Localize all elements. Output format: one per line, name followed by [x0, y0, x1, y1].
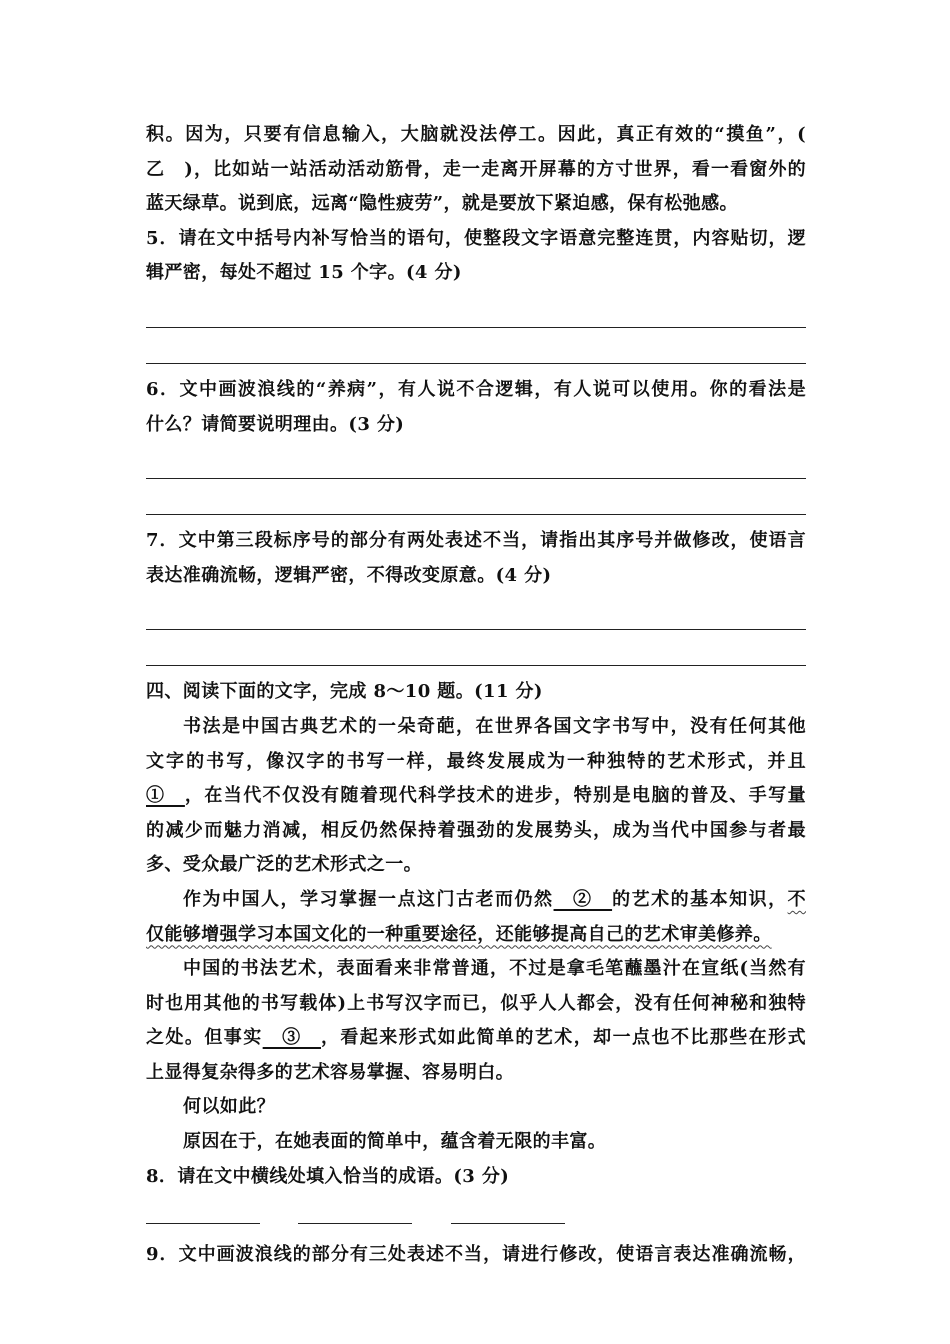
- blank-1[interactable]: ①: [146, 785, 185, 807]
- answer-blanks: [146, 1198, 806, 1232]
- paragraph-4: 何以如此？: [183, 1096, 275, 1118]
- answer-line[interactable]: [146, 603, 806, 630]
- section-heading: 四、阅读下面的文字，完成 8～10 题。(11 分): [146, 681, 543, 703]
- passage-text: 的艺术的基本知识，: [612, 888, 788, 910]
- exam-page: [146, 118, 806, 1273]
- question-text: 7．文中第三段标序号的部分有两处表述不当，请指出其序号并做修改，使语言: [146, 530, 806, 552]
- passage-line: 时也用其他的书写载体)上书写汉字而已，似乎人人都会，没有任何神秘和独特: [146, 992, 806, 1014]
- blank-3[interactable]: ③: [262, 1027, 321, 1049]
- passage-line: [146, 1021, 806, 1056]
- question-7: [146, 524, 806, 666]
- passage-line: 的减少而魅力消减，相反仍然保持着强劲的发展势头，成为当代中国参与者最: [146, 819, 806, 841]
- passage-line: 积。因为，只要有信息输入，大脑就没法停工。因此，真正有效的“摸鱼”，(: [146, 124, 806, 145]
- answer-blank[interactable]: [146, 1222, 260, 1224]
- question-text: 8．请在文中横线处填入恰当的成语。(3 分): [146, 1165, 510, 1187]
- answer-line[interactable]: [146, 639, 806, 666]
- passage-line: 多、受众最广泛的艺术形式之一。: [146, 854, 422, 876]
- passage-text: ，在当代不仅没有随着现代科学技术的进步，特别是电脑的普及、手写量: [184, 785, 806, 807]
- passage-text: ，看起来形式如此简单的艺术，却一点也不比那些在形式: [320, 1027, 806, 1049]
- passage-line: 书法是中国古典艺术的一朵奇葩，在世界各国文字书写中，没有任何其他: [183, 715, 806, 737]
- question-text: 5．请在文中括号内补写恰当的语句，使整段文字语意完整连贯，内容贴切，逻: [146, 227, 806, 249]
- passage-continuation: [146, 118, 806, 222]
- passage-line: [146, 779, 806, 814]
- passage-text: 之处。但事实: [146, 1027, 263, 1049]
- question-text: 辑严密，每处不超过 15 个字。(4 分): [146, 262, 462, 284]
- passage-line: [146, 918, 806, 953]
- question-9: [146, 1238, 806, 1273]
- passage-line: 文字的书写，像汉字的书写一样，最终发展成为一种独特的艺术形式，并且: [146, 750, 806, 772]
- question-text: 什么？请简要说明理由。(3 分): [146, 413, 405, 435]
- answer-line[interactable]: [146, 301, 806, 328]
- answer-blank[interactable]: [451, 1222, 565, 1224]
- question-5: [146, 222, 806, 364]
- section-4: [146, 675, 806, 1159]
- answer-blank[interactable]: [298, 1222, 412, 1224]
- passage-line: 上显得复杂得多的艺术容易掌握、容易明白。: [146, 1061, 514, 1083]
- paragraph-2: [146, 883, 806, 952]
- answer-line[interactable]: [146, 452, 806, 479]
- passage-line: 中国的书法艺术，表面看来非常普通，不过是拿毛笔蘸墨汁在宣纸(当然有: [183, 958, 806, 980]
- passage-text: 作为中国人，学习掌握一点这门古老而仍然: [183, 888, 554, 910]
- question-text: 表达准确流畅，逻辑严密，不得改变原意。(4 分): [146, 564, 552, 586]
- blank-2[interactable]: ②: [553, 888, 613, 910]
- passage-line: [146, 883, 806, 918]
- question-8: [146, 1160, 806, 1233]
- passage-line: 乙 )，比如站一站活动活动筋骨，走一走离开屏幕的方寸世界，看一看窗外的: [146, 158, 806, 180]
- paragraph-3: [146, 952, 806, 1090]
- paragraph-1: [146, 710, 806, 883]
- question-6: [146, 373, 806, 515]
- wavy-underlined-text: 不: [787, 888, 806, 910]
- answer-line[interactable]: [146, 337, 806, 364]
- paragraph-5: 原因在于，在她表面的简单中，蕴含着无限的丰富。: [183, 1131, 607, 1153]
- question-text: 6．文中画波浪线的“养病”，有人说不合逻辑，有人说可以使用。你的看法是: [146, 378, 806, 400]
- answer-line[interactable]: [146, 488, 806, 515]
- passage-line: 蓝天绿草。说到底，远离“隐性疲劳”，就是要放下紧迫感，保有松弛感。: [146, 193, 738, 215]
- question-text: 9．文中画波浪线的部分有三处表述不当，请进行修改，使语言表达准确流畅，: [146, 1244, 806, 1266]
- wavy-underlined-text: 仅能够增强学习本国文化的一种重要途径，还能够提高自己的艺术审美修养。: [146, 923, 772, 945]
